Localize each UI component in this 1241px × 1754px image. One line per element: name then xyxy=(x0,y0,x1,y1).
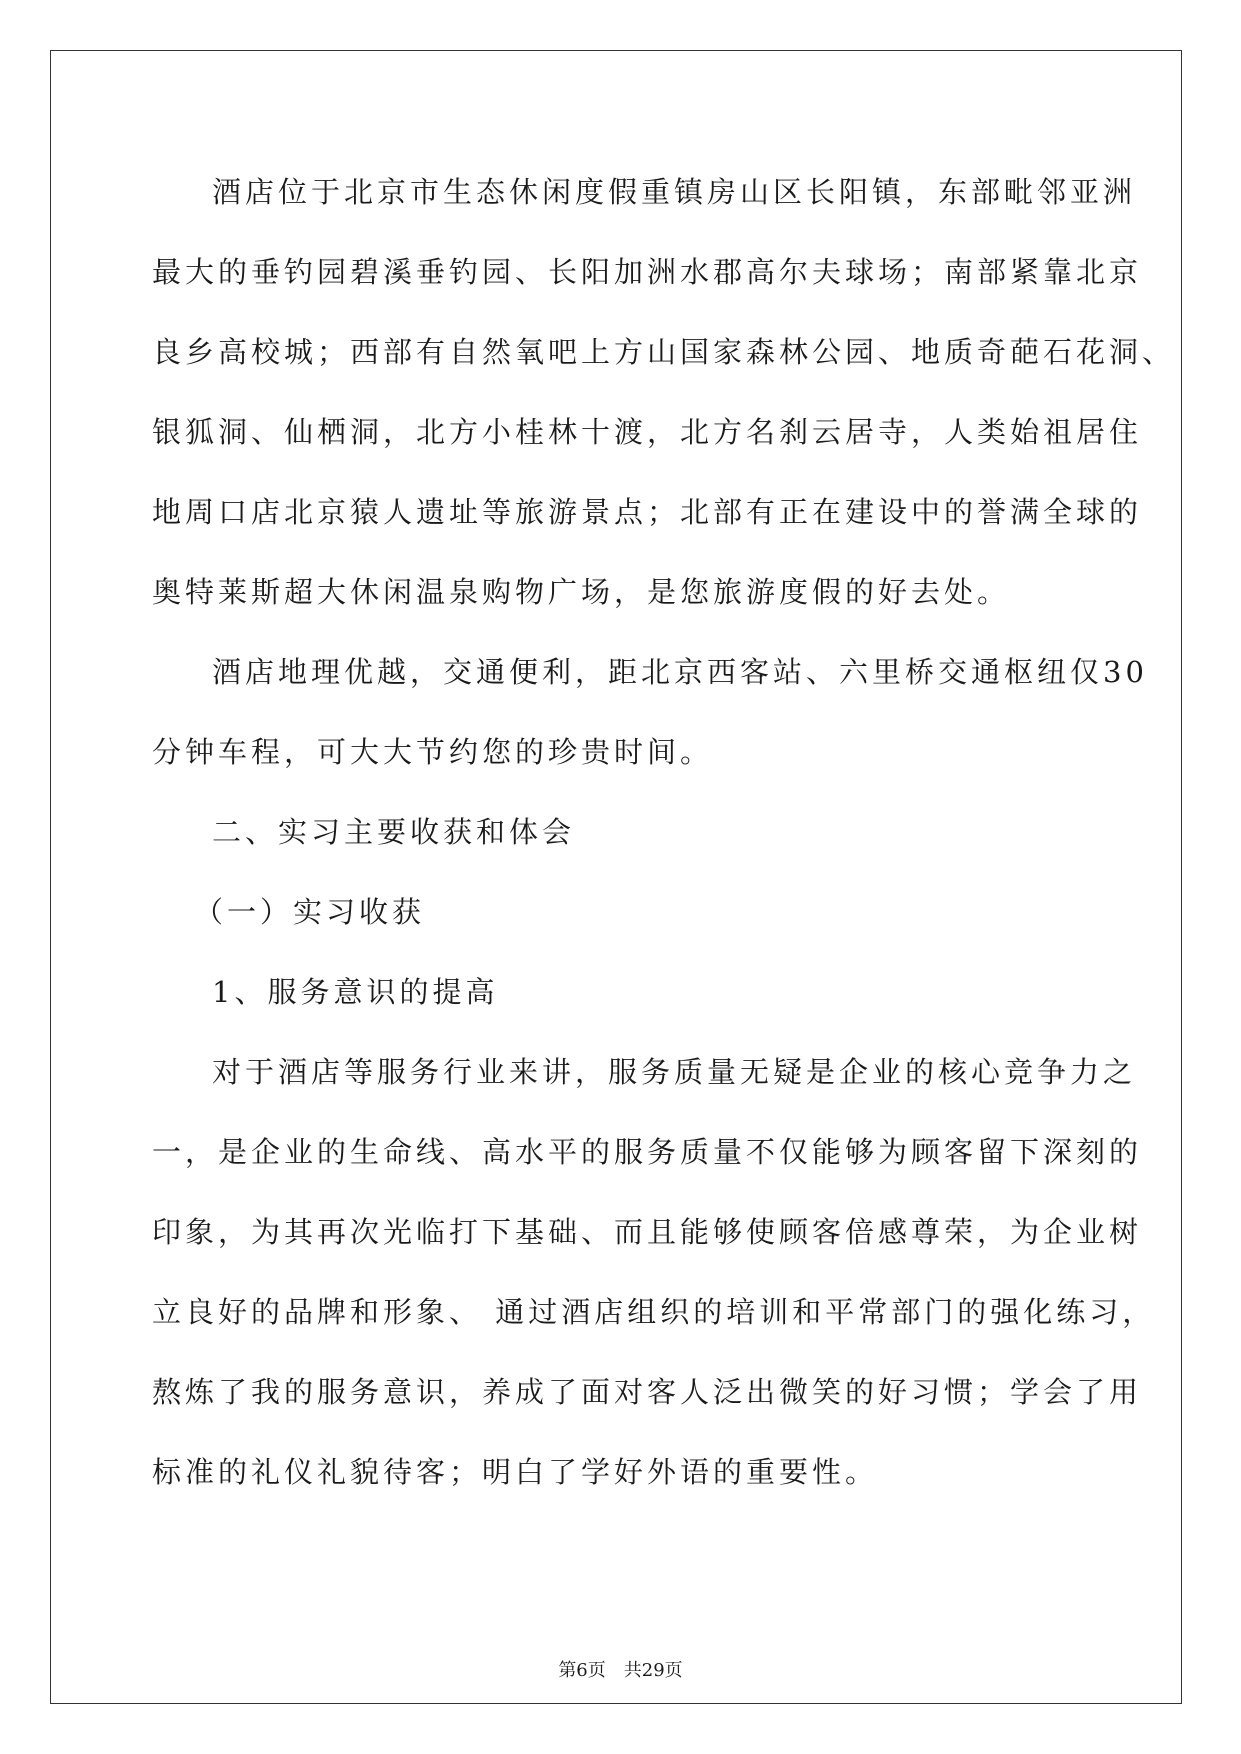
paragraph-2-line-1: 酒店地理优越，交通便利，距北京西客站、六里桥交通枢纽仅30 xyxy=(212,655,1148,689)
paragraph-1-line-2: 最大的垂钓园碧溪垂钓园、长阳加洲水郡高尔夫球场；南部紧靠北京 xyxy=(152,255,1143,289)
paragraph-1-line-4: 银狐洞、仙栖洞，北方小桂林十渡，北方名刹云居寺，人类始祖居住 xyxy=(152,415,1143,449)
paragraph-3-line-6: 标准的礼仪礼貌待客；明白了学好外语的重要性。 xyxy=(152,1455,879,1489)
page-number: 第6页 xyxy=(558,1660,606,1681)
page-content xyxy=(152,152,1176,1512)
paragraph-1-line-5: 地周口店北京猿人遗址等旅游景点；北部有正在建设中的誉满全球的 xyxy=(152,495,1143,529)
paragraph-1-line-3: 良乡高校城；西部有自然氧吧上方山国家森林公园、地质奇葩石花洞、 xyxy=(152,335,1176,369)
paragraph-3-line-1: 对于酒店等服务行业来讲，服务质量无疑是企业的核心竞争力之 xyxy=(212,1055,1137,1089)
paragraph-3-line-5: 熬炼了我的服务意识，养成了面对客人泛出微笑的好习惯；学会了用 xyxy=(152,1375,1143,1409)
paragraph-1-line-1: 酒店位于北京市生态休闲度假重镇房山区长阳镇，东部毗邻亚洲 xyxy=(212,175,1137,209)
page-total: 共29页 xyxy=(623,1660,683,1681)
page-footer xyxy=(0,1659,1241,1683)
paragraph-1-line-6: 奥特莱斯超大休闲温泉购物广场，是您旅游度假的好去处。 xyxy=(152,575,1011,609)
paragraph-2-line-2: 分钟车程，可大大节约您的珍贵时间。 xyxy=(152,735,714,769)
item-heading: 1、服务意识的提高 xyxy=(212,975,499,1009)
paragraph-3-line-3: 印象，为其再次光临打下基础、而且能够使顾客倍感尊荣，为企业树 xyxy=(152,1215,1143,1249)
section-heading: 二、实习主要收获和体会 xyxy=(212,815,576,849)
subsection-heading: （一）实习收获 xyxy=(194,895,426,929)
paragraph-3-line-4: 立良好的品牌和形象、 通过酒店组织的培训和平常部门的强化练习， xyxy=(152,1295,1156,1329)
paragraph-3-line-2: 一，是企业的生命线、高水平的服务质量不仅能够为顾客留下深刻的 xyxy=(152,1135,1143,1169)
